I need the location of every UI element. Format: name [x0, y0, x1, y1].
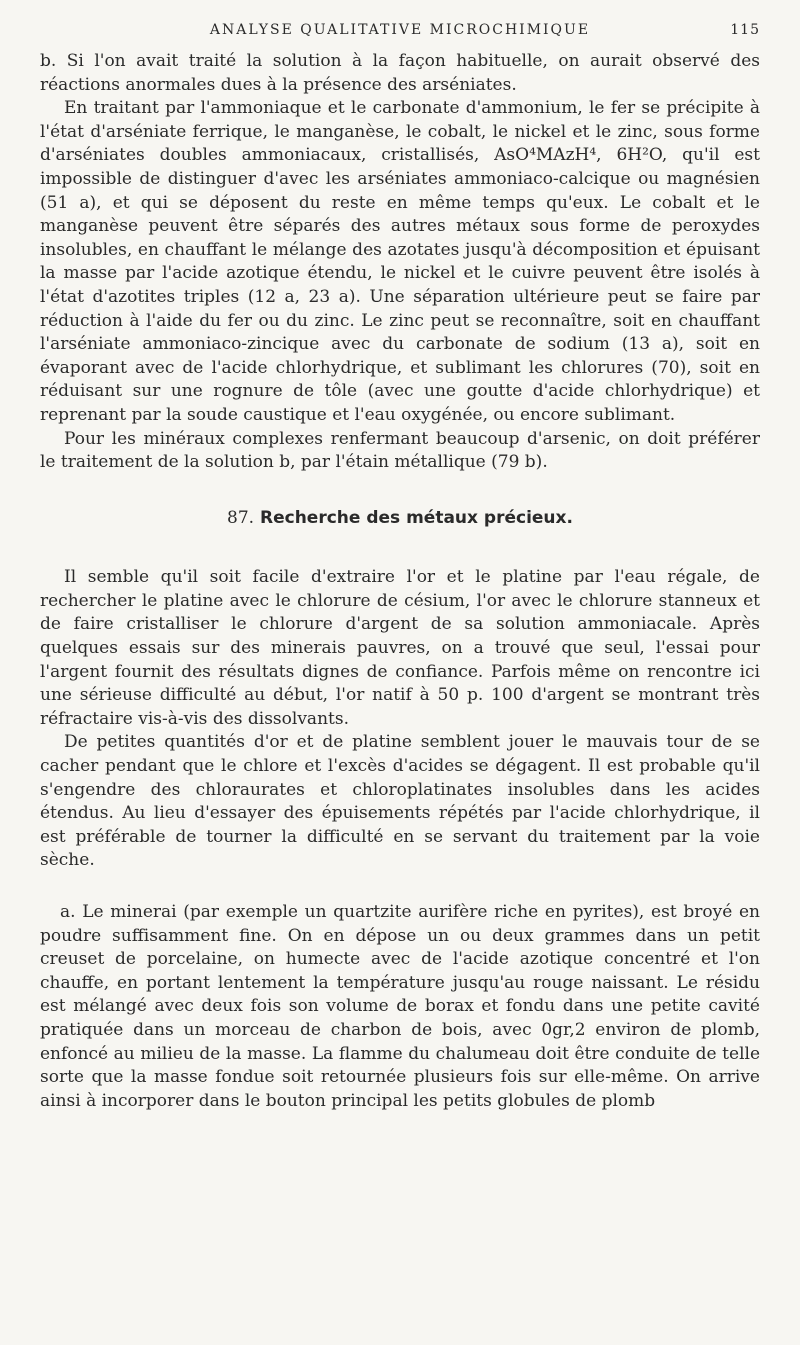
paragraph-mineraux-complexes: Pour les minéraux complexes renfermant beaucoup d'arsenic, on doit préférer le traitement de la solution b, par l'étain métallique (79 b).: [40, 428, 760, 473]
paragraph-a: a. Le minerai (par exemple un quartzite aurifère riche en pyrites), est broyé en poudre suffisamment fine. On en dépose un ou deux grammes dans un petit creuset de porcelaine, on humecte avec de l'acide azotique concentré et l'on chauffe, en portant lentement la température jusqu'au rouge naissant. Le résidu est mélangé avec deux fois son volume de borax et fondu dans une petite cavité pratiquée dans un morceau de charbon de bois, avec 0gr,2 environ de plomb, enfoncé au milieu de la masse. La flamme du chalumeau doit être conduite de telle sorte que la masse fondue soit retournée plusieurs fois sur elle-même. On arrive ainsi à incorporer dans le bouton principal les petits globules de plomb: [40, 902, 760, 1111]
paragraph-extraction: Il semble qu'il soit facile d'extraire l'or et le platine par l'eau régale, de rechercher le platine avec le chlorure de césium, l'or avec le chlorure stanneux et de faire cristalliser le chlorure d'argent de sa solution ammoniacale. Après quelques essais sur des minerais pauvres, on a trouvé que seul, l'essai pour l'argent fournit des résultats dignes de confiance. Parfois même on rencontre ici une sérieuse difficulté au début, l'or natif à 50 p. 100 d'argent se montrant très réfractaire vis-à-vis des dissolvants.: [40, 567, 760, 729]
page-number: 115: [730, 22, 760, 38]
paragraph-b: b. Si l'on avait traité la solution à la façon habituelle, on aurait observé des réactions anormales dues à la présence des arséniates.: [40, 51, 760, 95]
running-head: [40, 22, 760, 50]
page-body: [40, 50, 760, 1113]
paragraph-petites-quantites: De petites quantités d'or et de platine semblent jouer le mauvais tour de se cacher pendant que le chlore et l'excès d'acides se dégagent. Il est probable qu'il s'engendre des chloraurates et chloroplatinates insolubles dans les acides étendus. Au lieu d'essayer des épuisements répétés par l'acide chlorhydrique, il est préférable de tourner la difficulté en se servant du traitement par la voie sèche.: [40, 732, 760, 871]
section-heading: [40, 507, 760, 531]
paragraph-ammoniaque: En traitant par l'ammoniaque et le carbonate d'ammonium, le fer se précipite à l'état d'arséniate ferrique, le manganèse, le cobalt, le nickel et le zinc, sous forme d'arséniates doubles ammoniacaux, cristallisés, AsO⁴MAzH⁴, 6H²O, qu'il est impossible de distinguer d'avec les arséniates ammoniaco-calcique ou magnésien (51 a), et qui se déposent du reste en même temps qu'eux. Le cobalt et le manganèse peuvent être séparés des autres métaux sous forme de peroxydes insolubles, en chauffant le mélange des azotates jusqu'à décomposition et épuisant la masse par l'acide azotique étendu, le nickel et le cuivre peuvent être isolés à l'état d'azotites triples (12 a, 23 a). Une séparation ultérieure peut se faire par réduction à l'aide du fer ou du zinc. Le zinc peut se reconnaître, soit en chauffant l'arséniate ammoniaco-zincique avec du carbonate de sodium (13 a), soit en évaporant avec de l'acide chlorhydrique, et sublimant les chlorures (70), soit en réduisant sur une rognure de tôle (avec une goutte d'acide chlorhydrique) et reprenant par la soude caustique et l'eau oxygénée, ou encore sublimant.: [40, 98, 760, 425]
section-number: 87.: [227, 507, 255, 528]
running-head-title: ANALYSE QUALITATIVE MICROCHIMIQUE: [209, 22, 591, 38]
section-title: Recherche des métaux précieux.: [260, 507, 573, 528]
